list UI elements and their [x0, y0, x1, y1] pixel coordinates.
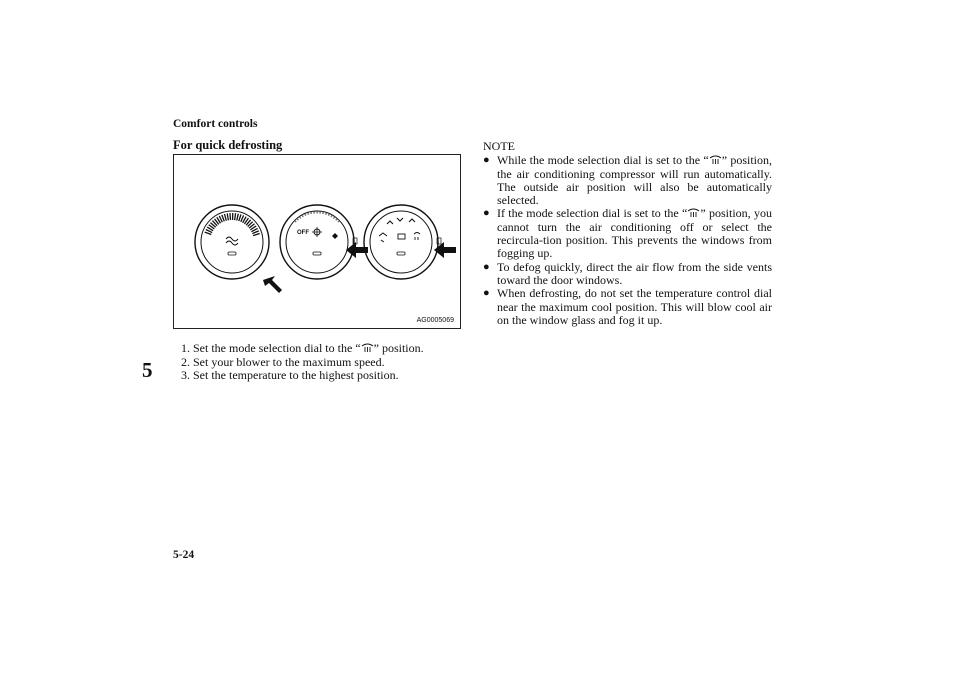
- bullet-icon: ●: [483, 287, 490, 300]
- defrost-icon: [687, 208, 700, 218]
- blower-dial: [280, 205, 357, 279]
- note-item: ● When defrosting, do not set the temperature control dial near the maximum cool position. This will blow cool air on the window glass and fog it up.: [483, 286, 772, 327]
- step-list: [181, 342, 424, 383]
- note-item: ● If the mode selection dial is set to the “ ” position, you cannot turn the air conditioning off or select the recircula-tion position. This prevents the windows from fogging up.: [483, 206, 772, 261]
- defrost-icon: [361, 343, 374, 353]
- note-title: NOTE: [483, 139, 515, 153]
- step-item: 2. Set your blower to the maximum speed.: [181, 354, 385, 369]
- bullet-icon: ●: [483, 207, 490, 220]
- bullet-icon: ●: [483, 260, 490, 273]
- step-item: 3. Set the temperature to the highest position.: [181, 368, 399, 382]
- page-number: 5-24: [173, 549, 195, 561]
- page-header-title: Comfort controls: [173, 118, 258, 130]
- defrost-icon: [709, 155, 722, 165]
- note-item: ● While the mode selection dial is set to the “ ” position, the air conditioning compressor will run automatically. The outside air position will also be automatically selected.: [483, 153, 772, 208]
- climate-control-figure: [173, 154, 461, 329]
- step-text-after: ” position.: [373, 341, 424, 355]
- figure-code: AG0005069: [416, 317, 454, 324]
- chapter-tab: 5: [142, 358, 153, 382]
- step-text-before: 1. Set the mode selection dial to the “: [181, 341, 361, 355]
- mode-dial: [364, 205, 441, 279]
- svg-text:OFF: OFF: [297, 230, 309, 236]
- note-item: ● To defog quickly, direct the air flow from the side vents toward the door windows.: [483, 259, 772, 287]
- dial-tick: [235, 213, 236, 220]
- temperature-dial: [195, 205, 269, 279]
- section-title: For quick defrosting: [173, 138, 283, 152]
- step-item: [181, 342, 424, 356]
- note-box: [483, 140, 772, 327]
- bullet-icon: ●: [483, 154, 490, 167]
- climate-control-illustration: [174, 155, 462, 330]
